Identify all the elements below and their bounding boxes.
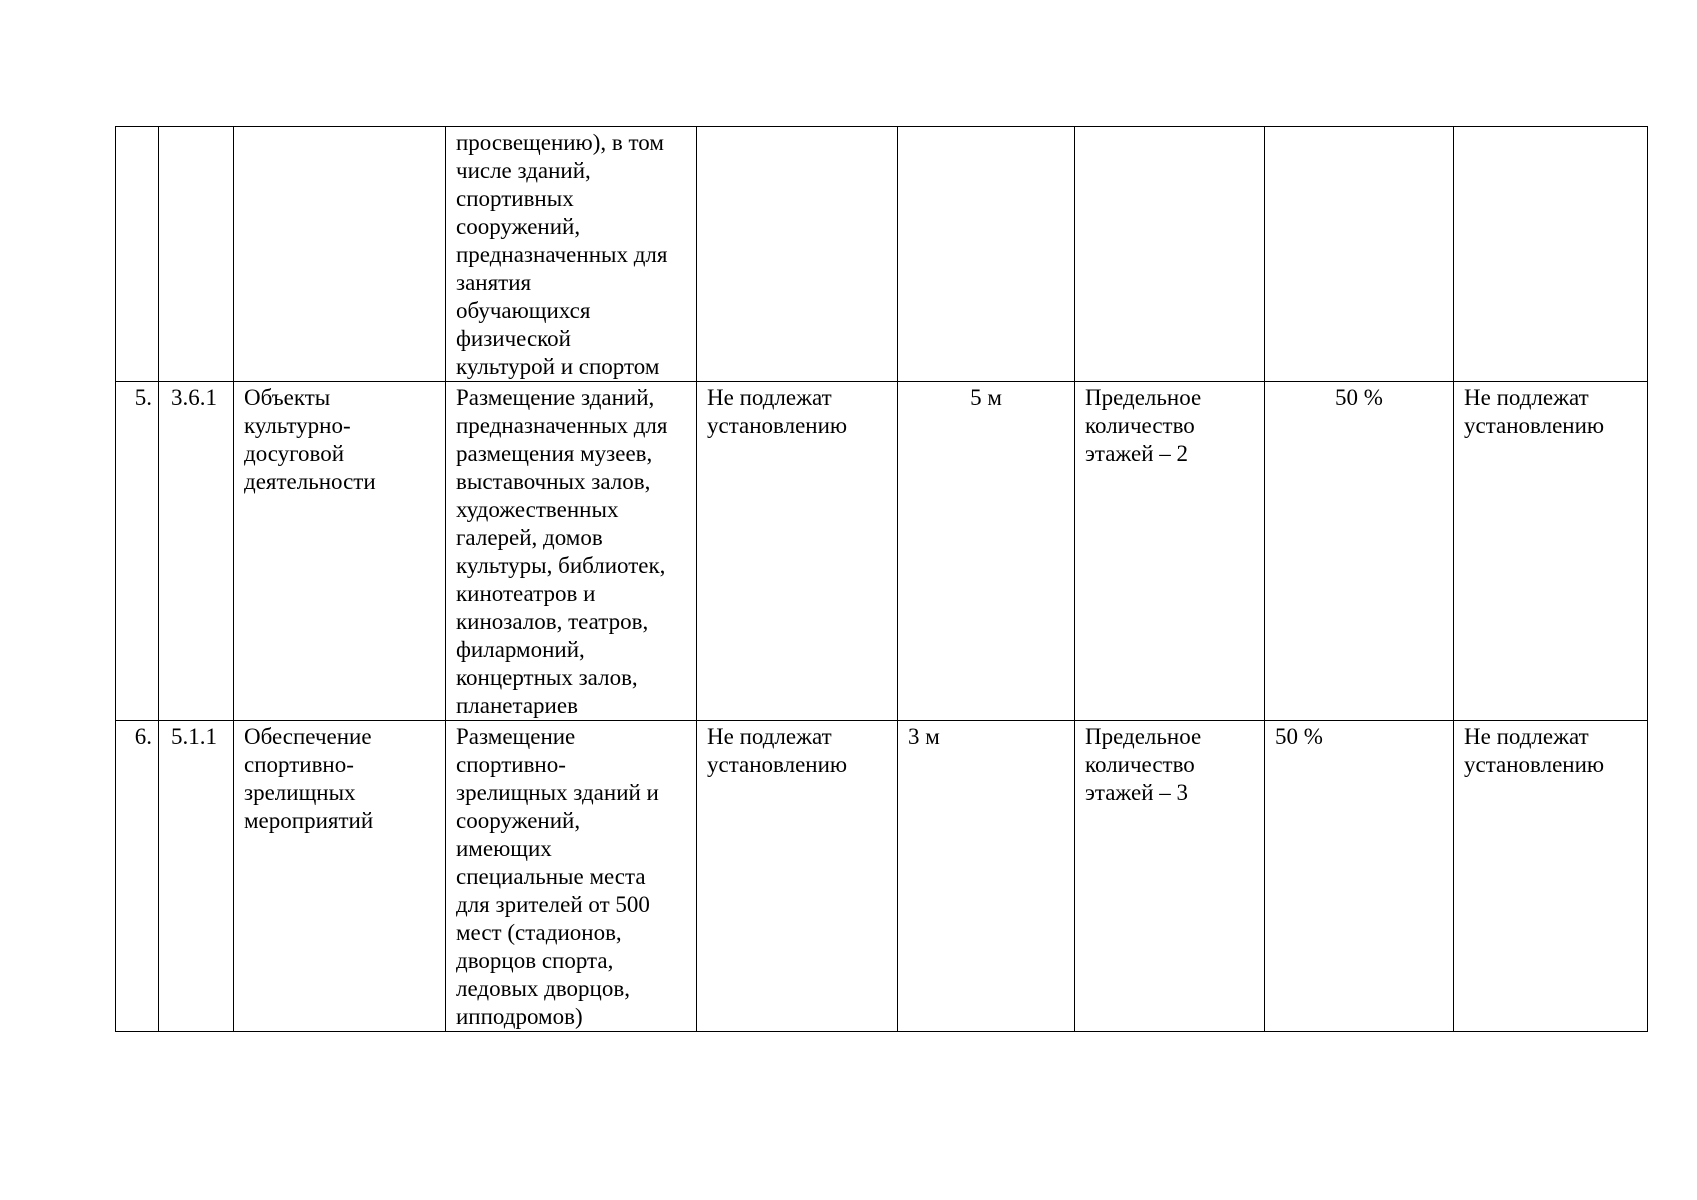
cell-number (116, 382, 159, 721)
row-col9: Не подлежат установлению (1464, 724, 1605, 777)
cell-name (234, 382, 446, 721)
cell-code (159, 127, 234, 382)
row-code: 3.6.1 (171, 385, 217, 410)
table-row (116, 721, 1648, 1032)
cell-col7 (1075, 721, 1265, 1032)
row-description: Размещение зданий, предназначенных для размещения музеев, выставочных залов, художественных галерей, домов культуры, библиотек, кинотеатров и кинозалов, театров, филармоний, концертных залов, планетариев (456, 385, 668, 718)
cell-col8 (1265, 721, 1454, 1032)
cell-col8 (1265, 127, 1454, 382)
row-col6: 5 м (970, 385, 1002, 410)
cell-col5 (697, 721, 898, 1032)
cell-description (446, 721, 697, 1032)
row-number: 6. (134, 724, 152, 749)
cell-col7 (1075, 127, 1265, 382)
row-name: Обеспечение спортивно- зрелищных мероприятий (244, 724, 374, 833)
row-col5: Не подлежат установлению (707, 724, 848, 777)
cell-col6 (898, 382, 1075, 721)
land-use-table (115, 126, 1648, 1032)
row-col6: 3 м (908, 724, 940, 749)
cell-col5 (697, 382, 898, 721)
row-number: 5. (134, 385, 152, 410)
cell-col6 (898, 721, 1075, 1032)
cell-description (446, 127, 697, 382)
cell-col7 (1075, 382, 1265, 721)
cell-code (159, 721, 234, 1032)
row-col8: 50 % (1335, 385, 1383, 410)
description-text: просвещению), в том числе зданий, спортивных сооружений, предназначенных для занятия обучающихся физической культурой и спортом (456, 130, 668, 379)
row-name: Объекты культурно- досуговой деятельности (244, 385, 376, 494)
table-row-continuation (116, 127, 1648, 382)
row-col7: Предельное количество этажей – 2 (1085, 385, 1202, 466)
row-col9: Не подлежат установлению (1464, 385, 1605, 438)
row-description: Размещение спортивно- зрелищных зданий и сооружений, имеющих специальные места для зрителей от 500 мест (стадионов, дворцов спорта, ледовых дворцов, ипподромов) (456, 724, 659, 1029)
row-col8: 50 % (1275, 724, 1323, 749)
table-row (116, 382, 1648, 721)
cell-code (159, 382, 234, 721)
cell-col5 (697, 127, 898, 382)
row-code: 5.1.1 (171, 724, 217, 749)
row-col5: Не подлежат установлению (707, 385, 848, 438)
cell-col6 (898, 127, 1075, 382)
cell-col9 (1454, 382, 1648, 721)
cell-name (234, 721, 446, 1032)
cell-number (116, 721, 159, 1032)
cell-col8 (1265, 382, 1454, 721)
cell-number (116, 127, 159, 382)
cell-description (446, 382, 697, 721)
cell-col9 (1454, 721, 1648, 1032)
cell-col9 (1454, 127, 1648, 382)
cell-name (234, 127, 446, 382)
row-col7: Предельное количество этажей – 3 (1085, 724, 1202, 805)
